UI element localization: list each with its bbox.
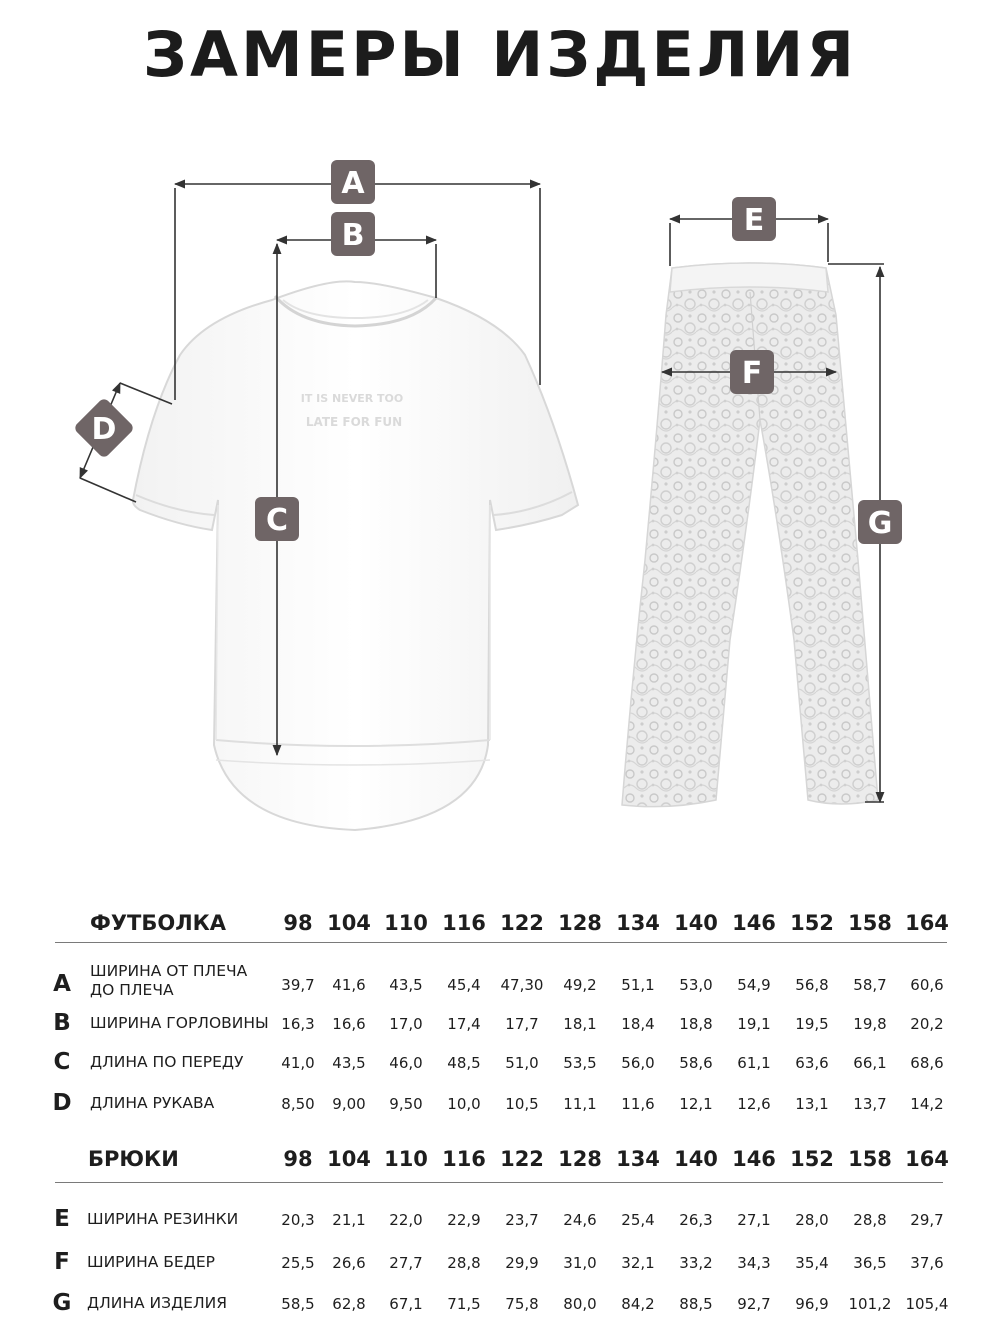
svg-text:D: D xyxy=(91,412,117,447)
tshirt-size-header-3: 116 xyxy=(442,911,486,935)
table-cell: 45,4 xyxy=(447,976,481,994)
svg-text:G: G xyxy=(867,506,893,541)
table-cell: 31,0 xyxy=(563,1254,597,1272)
table-cell: 17,4 xyxy=(447,1015,481,1033)
table-cell: 9,00 xyxy=(332,1095,366,1113)
table-cell: 41,6 xyxy=(332,976,366,994)
table-cell: 49,2 xyxy=(563,976,597,994)
table-cell: 58,6 xyxy=(679,1054,713,1072)
table-cell: 58,7 xyxy=(853,976,887,994)
table-cell: 29,7 xyxy=(910,1211,944,1229)
table-cell: 26,6 xyxy=(332,1254,366,1272)
row-label: ШИРИНА БЕДЕР xyxy=(87,1253,215,1271)
row-label: ШИРИНА ОТ ПЛЕЧА ДО ПЛЕЧА xyxy=(90,962,248,999)
tshirt-table-title: ФУТБОЛКА xyxy=(90,911,227,935)
table-cell: 10,5 xyxy=(505,1095,539,1113)
table-cell: 22,0 xyxy=(389,1211,423,1229)
tshirt-size-header-5: 128 xyxy=(558,911,602,935)
table-cell: 18,1 xyxy=(563,1015,597,1033)
row-label: ШИРИНА ГОРЛОВИНЫ xyxy=(90,1014,269,1032)
row-letter: C xyxy=(53,1049,71,1075)
table-cell: 84,2 xyxy=(621,1295,655,1313)
pants-size-header-9: 152 xyxy=(790,1147,834,1171)
table-cell: 80,0 xyxy=(563,1295,597,1313)
table-cell: 62,8 xyxy=(332,1295,366,1313)
table-cell: 68,6 xyxy=(910,1054,944,1072)
table-cell: 20,2 xyxy=(910,1015,944,1033)
table-cell: 53,5 xyxy=(563,1054,597,1072)
row-label: ДЛИНА ИЗДЕЛИЯ xyxy=(87,1294,227,1312)
table-cell: 35,4 xyxy=(795,1254,829,1272)
table-cell: 22,9 xyxy=(447,1211,481,1229)
pants-table-title: БРЮКИ xyxy=(88,1147,179,1171)
table-cell: 14,2 xyxy=(910,1095,944,1113)
table-cell: 11,6 xyxy=(621,1095,655,1113)
table-cell: 17,7 xyxy=(505,1015,539,1033)
row-label: ДЛИНА ПО ПЕРЕДУ xyxy=(90,1053,244,1071)
row-letter: A xyxy=(53,971,71,997)
row-letter: E xyxy=(54,1206,70,1232)
table-cell: 19,8 xyxy=(853,1015,887,1033)
table-cell: 61,1 xyxy=(737,1054,771,1072)
table-cell: 32,1 xyxy=(621,1254,655,1272)
table-cell: 67,1 xyxy=(389,1295,423,1313)
table-cell: 47,30 xyxy=(500,976,544,994)
table-cell: 9,50 xyxy=(389,1095,423,1113)
table-cell: 16,6 xyxy=(332,1015,366,1033)
table-cell: 18,8 xyxy=(679,1015,713,1033)
svg-text:A: A xyxy=(341,166,365,201)
pants-size-header-1: 104 xyxy=(327,1147,371,1171)
table-cell: 21,1 xyxy=(332,1211,366,1229)
table-cell: 25,5 xyxy=(281,1254,315,1272)
pants-size-header-8: 146 xyxy=(732,1147,776,1171)
page-title: ЗАМЕРЫ ИЗДЕЛИЯ xyxy=(143,18,857,91)
table-cell: 46,0 xyxy=(389,1054,423,1072)
table-cell: 28,0 xyxy=(795,1211,829,1229)
tshirt-size-header-2: 110 xyxy=(384,911,428,935)
table-cell: 33,2 xyxy=(679,1254,713,1272)
row-letter: G xyxy=(52,1290,72,1316)
table-cell: 75,8 xyxy=(505,1295,539,1313)
table-cell: 43,5 xyxy=(389,976,423,994)
table-cell: 105,4 xyxy=(905,1295,949,1313)
pants-header-divider xyxy=(55,1182,943,1183)
table-cell: 20,3 xyxy=(281,1211,315,1229)
row-label: ШИРИНА РЕЗИНКИ xyxy=(87,1210,239,1228)
tshirt-size-header-10: 158 xyxy=(848,911,892,935)
table-cell: 26,3 xyxy=(679,1211,713,1229)
tshirt-size-header-1: 104 xyxy=(327,911,371,935)
table-cell: 25,4 xyxy=(621,1211,655,1229)
table-cell: 36,5 xyxy=(853,1254,887,1272)
table-cell: 71,5 xyxy=(447,1295,481,1313)
table-cell: 56,8 xyxy=(795,976,829,994)
marker-e-badge xyxy=(732,197,776,241)
table-cell: 24,6 xyxy=(563,1211,597,1229)
table-cell: 27,1 xyxy=(737,1211,771,1229)
table-cell: 16,3 xyxy=(281,1015,315,1033)
table-cell: 23,7 xyxy=(505,1211,539,1229)
tshirt-drawing xyxy=(133,281,578,830)
shirt-print-line-2: LATE FOR FUN xyxy=(305,415,403,429)
table-cell: 19,1 xyxy=(737,1015,771,1033)
marker-g-badge xyxy=(858,500,902,544)
table-cell: 54,9 xyxy=(737,976,771,994)
svg-text:F: F xyxy=(741,356,763,391)
pants-size-header-4: 122 xyxy=(500,1147,544,1171)
table-cell: 13,7 xyxy=(853,1095,887,1113)
shirt-print-line-1: IT IS NEVER TOO xyxy=(300,392,404,405)
tshirt-size-header-4: 122 xyxy=(500,911,544,935)
row-label: ДЛИНА РУКАВА xyxy=(90,1094,215,1112)
tshirt-size-header-0: 98 xyxy=(283,911,313,935)
table-cell: 37,6 xyxy=(910,1254,944,1272)
table-cell: 63,6 xyxy=(795,1054,829,1072)
table-cell: 29,9 xyxy=(505,1254,539,1272)
svg-text:C: C xyxy=(265,503,289,538)
table-cell: 92,7 xyxy=(737,1295,771,1313)
table-cell: 27,7 xyxy=(389,1254,423,1272)
table-cell: 66,1 xyxy=(853,1054,887,1072)
table-cell: 17,0 xyxy=(389,1015,423,1033)
pants-size-header-2: 110 xyxy=(384,1147,428,1171)
table-cell: 96,9 xyxy=(795,1295,829,1313)
marker-a-badge xyxy=(331,160,375,204)
table-cell: 28,8 xyxy=(447,1254,481,1272)
pants-size-header-11: 164 xyxy=(905,1147,949,1171)
row-letter: D xyxy=(52,1090,72,1116)
tshirt-header-divider xyxy=(55,942,947,943)
table-cell: 53,0 xyxy=(679,976,713,994)
tshirt-size-header-9: 152 xyxy=(790,911,834,935)
table-cell: 13,1 xyxy=(795,1095,829,1113)
table-cell: 101,2 xyxy=(848,1295,892,1313)
pants-size-header-6: 134 xyxy=(616,1147,660,1171)
svg-text:B: B xyxy=(341,218,365,253)
table-cell: 11,1 xyxy=(563,1095,597,1113)
table-cell: 43,5 xyxy=(332,1054,366,1072)
marker-d-badge xyxy=(73,397,136,460)
pants-size-header-3: 116 xyxy=(442,1147,486,1171)
table-cell: 41,0 xyxy=(281,1054,315,1072)
table-cell: 51,1 xyxy=(621,976,655,994)
table-cell: 19,5 xyxy=(795,1015,829,1033)
tshirt-size-header-11: 164 xyxy=(905,911,949,935)
table-cell: 8,50 xyxy=(281,1095,315,1113)
pants-drawing xyxy=(622,263,878,807)
row-letter: F xyxy=(54,1249,70,1275)
pants-size-header-7: 140 xyxy=(674,1147,718,1171)
tshirt-size-header-7: 140 xyxy=(674,911,718,935)
table-cell: 48,5 xyxy=(447,1054,481,1072)
table-cell: 60,6 xyxy=(910,976,944,994)
table-cell: 51,0 xyxy=(505,1054,539,1072)
table-cell: 58,5 xyxy=(281,1295,315,1313)
table-cell: 34,3 xyxy=(737,1254,771,1272)
marker-f-badge xyxy=(730,350,774,394)
svg-text:E: E xyxy=(743,203,765,238)
table-cell: 12,6 xyxy=(737,1095,771,1113)
pants-size-header-5: 128 xyxy=(558,1147,602,1171)
pants-size-header-10: 158 xyxy=(848,1147,892,1171)
table-cell: 12,1 xyxy=(679,1095,713,1113)
tshirt-size-header-8: 146 xyxy=(732,911,776,935)
table-cell: 10,0 xyxy=(447,1095,481,1113)
marker-c-badge xyxy=(255,497,299,541)
marker-b-badge xyxy=(331,212,375,256)
tshirt-size-header-6: 134 xyxy=(616,911,660,935)
pants-size-header-0: 98 xyxy=(283,1147,313,1171)
table-cell: 88,5 xyxy=(679,1295,713,1313)
row-letter: B xyxy=(53,1010,71,1036)
table-cell: 56,0 xyxy=(621,1054,655,1072)
table-cell: 18,4 xyxy=(621,1015,655,1033)
table-cell: 39,7 xyxy=(281,976,315,994)
table-cell: 28,8 xyxy=(853,1211,887,1229)
